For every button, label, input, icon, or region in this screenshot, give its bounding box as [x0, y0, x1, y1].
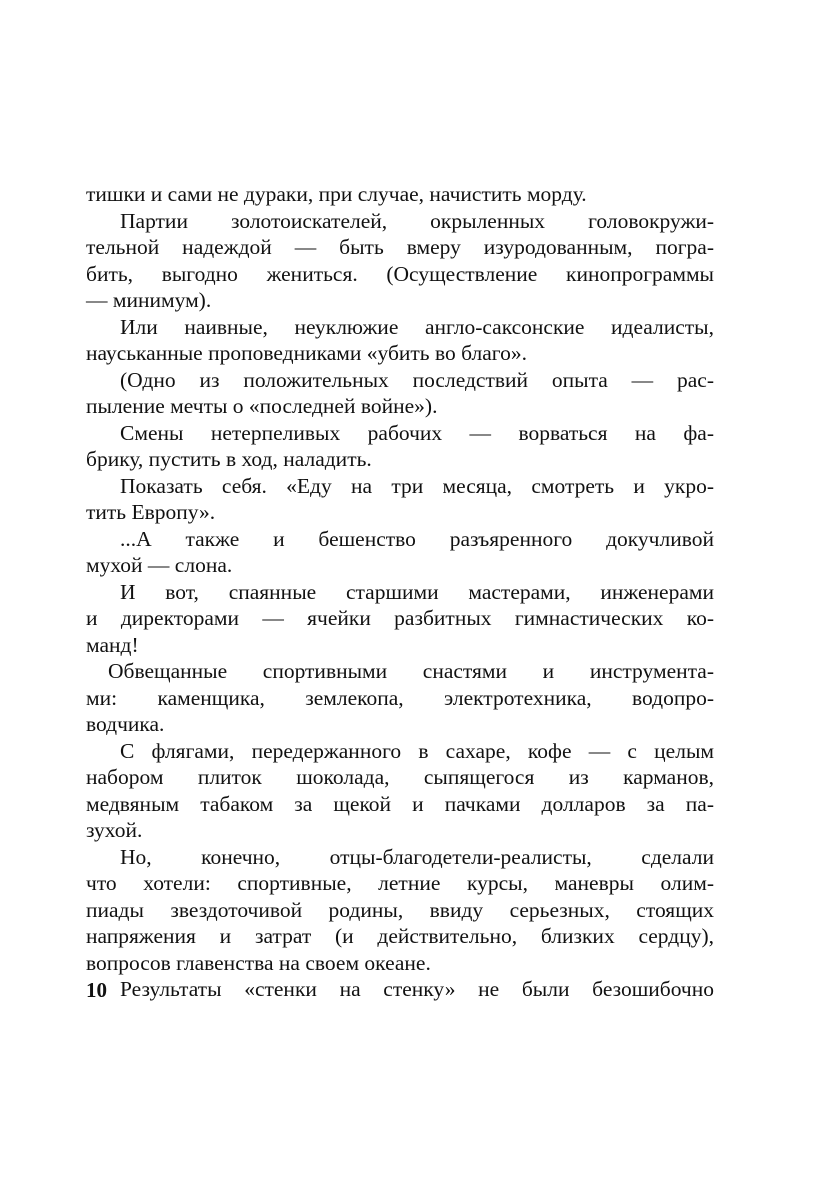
- text-line: мухой — слона.: [86, 553, 233, 577]
- text-line: вопросов главенства на своем океане.: [86, 950, 431, 975]
- text-line: медвяным табаком за щекой и пачками долларов за па-: [86, 791, 714, 816]
- text-line: и директорами — ячейки разбитных гимнастических ко-: [86, 606, 714, 630]
- text-line: напряжения и затрат (и действительно, близких сердцу),: [86, 924, 714, 948]
- text-line: водчика.: [86, 712, 165, 736]
- paragraph-first-line: Обвещанные спортивными снастями и инструмента-: [108, 659, 714, 683]
- text-line: тить Европу».: [86, 500, 216, 524]
- paragraph-first-line: И вот, спаянные старшими мастерами, инженерами: [120, 579, 714, 604]
- paragraph-first-line: Но, конечно, отцы-благодетели-реалисты, сделали: [120, 844, 714, 869]
- text-line: пиады звездоточивой родины, ввиду серьезных, стоящих: [86, 897, 714, 922]
- text-line: — минимум).: [86, 288, 212, 312]
- paragraph-first-line: ...А также и бешенство разъяренного докучливой: [120, 526, 714, 551]
- text-line: ми: каменщика, землекопа, электротехника, водопро-: [86, 685, 714, 710]
- text-line: брику, пустить в ход, наладить.: [86, 447, 372, 471]
- paragraph-first-line: Или наивные, неуклюжие англо-саксонские идеалисты,: [120, 314, 714, 339]
- page-number: 10: [86, 978, 107, 1002]
- text-line: манд!: [86, 632, 139, 657]
- text-line: что хотели: спортивные, летние курсы, маневры олим-: [86, 871, 714, 895]
- body-text: [86, 181, 714, 1003]
- text-line: зухой.: [86, 818, 143, 842]
- text-line: науськанные проповедниками «убить во благо».: [86, 341, 527, 365]
- paragraph-first-line: (Одно из положительных последствий опыта — рас-: [120, 367, 714, 392]
- paragraph-first-line: Смены нетерпеливых рабочих — ворваться на фа-: [120, 420, 714, 445]
- text-line: бить, выгодно жениться. (Осуществление кинопрограммы: [86, 261, 714, 286]
- paragraph-first-line: Результаты «стенки на стенку» не были безошибочно: [120, 977, 714, 1001]
- paragraph-first-line: Показать себя. «Еду на три месяца, смотреть и укро-: [120, 473, 714, 498]
- text-line: тишки и сами не дураки, при случае, начистить морду.: [86, 182, 587, 206]
- text-line: тельной надеждой — быть вмеру изуродованным, погра-: [86, 235, 714, 259]
- paragraph-first-line: С флягами, передержанного в сахаре, кофе — с целым: [120, 738, 714, 763]
- text-line: пыление мечты о «последней войне»).: [86, 394, 438, 418]
- paragraph-first-line: Партии золотоискателей, окрыленных головокружи-: [120, 208, 714, 233]
- text-line: набором плиток шоколада, сыпящегося из карманов,: [86, 765, 714, 789]
